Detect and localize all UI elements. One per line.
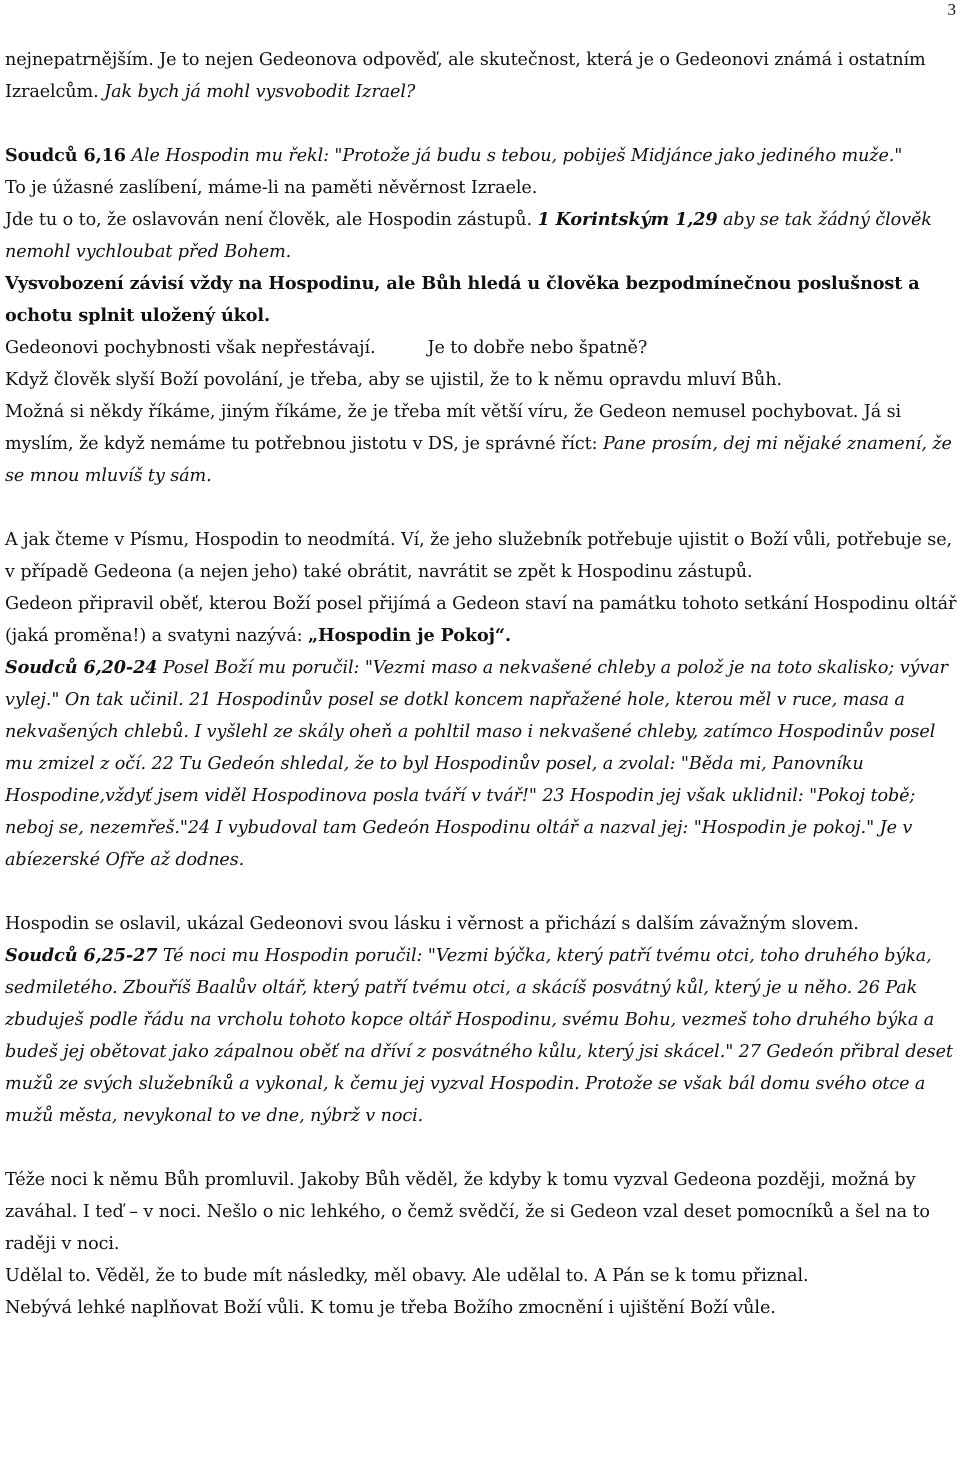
paragraph-gap [5, 1132, 957, 1164]
bible-reference: 1 Korintským 1,29 [537, 209, 718, 230]
paragraph-16: Nebývá lehké naplňovat Boží vůli. K tomu je třeba Božího zmocnění i ujištění Boží vůle. [5, 1298, 776, 1318]
paragraph-8-text: Možná si někdy říkáme, jiným říkáme, že je třeba mít větší víru, že Gedeon nemusel pochybovat. Já si myslím, že když nemáme tu potřebnou jistotu v DS, je správné říct: [5, 402, 902, 454]
paragraph-1 [5, 44, 957, 108]
bible-reference: Soudců 6,25-27 [5, 945, 158, 966]
paragraph-8-prayer: Pane prosím, dej mi nějaké znamení, že se mnou mluvíš ty sám. [5, 434, 952, 486]
paragraph-gap [5, 492, 957, 524]
page-number: 3 [947, 0, 956, 19]
paragraph-12: Hospodin se oslavil, ukázal Gedeonovi svou lásku i věrnost a přichází s dalším závažným slovem. [5, 914, 859, 934]
paragraph-gap [5, 876, 957, 908]
paragraph-1-question: Jak bych já mohl vysvobodit Izrael? [104, 82, 416, 102]
bible-reference: Soudců 6,16 [5, 145, 126, 166]
paragraph-14: Téže noci k němu Bůh promluvil. Jakoby Bůh věděl, že kdyby k tomu vyzval Gedeona později, možná by zaváhal. I teď – v noci. Nešlo o nic lehkého, o čemž svědčí, že si Gedeon vzal deset pomocníků a šel na to raději v noci. [5, 1170, 930, 1254]
paragraph-4 [5, 204, 957, 268]
paragraph-gap [5, 108, 957, 140]
bible-quote: Posel Boží mu poručil: "Vezmi maso a nekvašené chleby a polož je na toto skalisko; vývar vylej." On tak učinil. 21 Hospodinův posel se dotkl koncem napřažené hole, kterou měl v ruce, masa a nekvašených chlebů. I vyšlehl ze skály oheň a pohltil maso i nekvašené chleby, zatímco Hospodinův posel mu zmizel z očí. 22 Tu Gedeón shledal, že to byl Hospodinův posel, a zvolal: "Běda mi, Panovníku Hospodine,vždyť jsem viděl Hospodinova posla tváří v tvář!" 23 Hospodin jej však uklidnil: "Pokoj tobě; neboj se, nezemřeš."24 I vybudoval tam Gedeón Hospodinu oltář a nazval jej: "Hospodin je pokoj." Je v abíezerské Ofře až dodnes. [5, 658, 948, 870]
bible-quote: aby se tak žádný člověk nemohl vychloubat před Bohem. [5, 210, 932, 262]
paragraph-8 [5, 396, 957, 492]
paragraph-13 [5, 940, 957, 1132]
paragraph-9: A jak čteme v Písmu, Hospodin to neodmítá. Ví, že jeho služebník potřebuje ujistit o Boží vůli, potřebuje se, v případě Gedeona (a nejen jeho) také obrátit, navrátit se zpět k Hospodinu zástupů. [5, 530, 953, 582]
paragraph-3: To je úžasné zaslíbení, máme-li na paměti něvěrnost Izraele. [5, 178, 538, 198]
bible-reference: Soudců 6,20-24 [5, 657, 158, 678]
paragraph-5-emphasis: Vysvobození závisí vždy na Hospodinu, ale Bůh hledá u člověka bezpodmínečnou poslušnost a ochotu splnit uložený úkol. [5, 273, 920, 326]
document-body [5, 44, 957, 1324]
paragraph-4-text: Jde tu o to, že oslavován není člověk, ale Hospodin zástupů. [5, 210, 538, 230]
paragraph-6-question: Je to dobře nebo špatně? [427, 338, 648, 358]
paragraph-6-text: Gedeonovi pochybnosti však nepřestávají. [5, 338, 376, 358]
paragraph-10-text: Gedeon připravil oběť, kterou Boží posel přijímá a Gedeon staví na památku tohoto setkání Hospodinu oltář (jaká proměna!) a svatyni nazývá: [5, 594, 957, 646]
paragraph-10-name: „Hospodin je Pokoj“. [307, 625, 511, 646]
paragraph-6 [5, 332, 957, 364]
bible-quote: Ale Hospodin mu řekl: "Protože já budu s tebou, pobiješ Midjánce jako jediného muže." [125, 146, 903, 166]
paragraph-10 [5, 588, 957, 652]
paragraph-7: Když člověk slyší Boží povolání, je třeba, aby se ujistil, že to k němu opravdu mluví Bůh. [5, 370, 782, 390]
paragraph-15: Udělal to. Věděl, že to bude mít následky, měl obavy. Ale udělal to. A Pán se k tomu přiznal. [5, 1266, 809, 1286]
paragraph-1-text: nejnepatrnějším. Je to nejen Gedeonova odpověď, ale skutečnost, která je o Gedeonovi známá i ostatním Izraelcům. [5, 50, 926, 102]
bible-quote: Té noci mu Hospodin poručil: "Vezmi býčka, který patří tvému otci, toho druhého býka, sedmiletého. Zbouříš Baalův oltář, který patří tvému otci, a skácíš posvátný kůl, který je u něho. 26 Pak zbuduješ podle řádu na vrcholu tohoto kopce oltář Hospodinu, svému Bohu, vezmeš toho druhého býka a budeš jej obětovat jako zápalnou oběť na dříví z posvátného kůlu, který jsi skácel." 27 Gedeón přibral deset mužů ze svých služebníků a vykonal, k čemu jej vyzval Hospodin. Protože se však bál domu svého otce a mužů města, nevykonal to ve dne, nýbrž v noci. [5, 946, 953, 1126]
paragraph-11 [5, 652, 957, 876]
paragraph-2 [5, 140, 957, 172]
